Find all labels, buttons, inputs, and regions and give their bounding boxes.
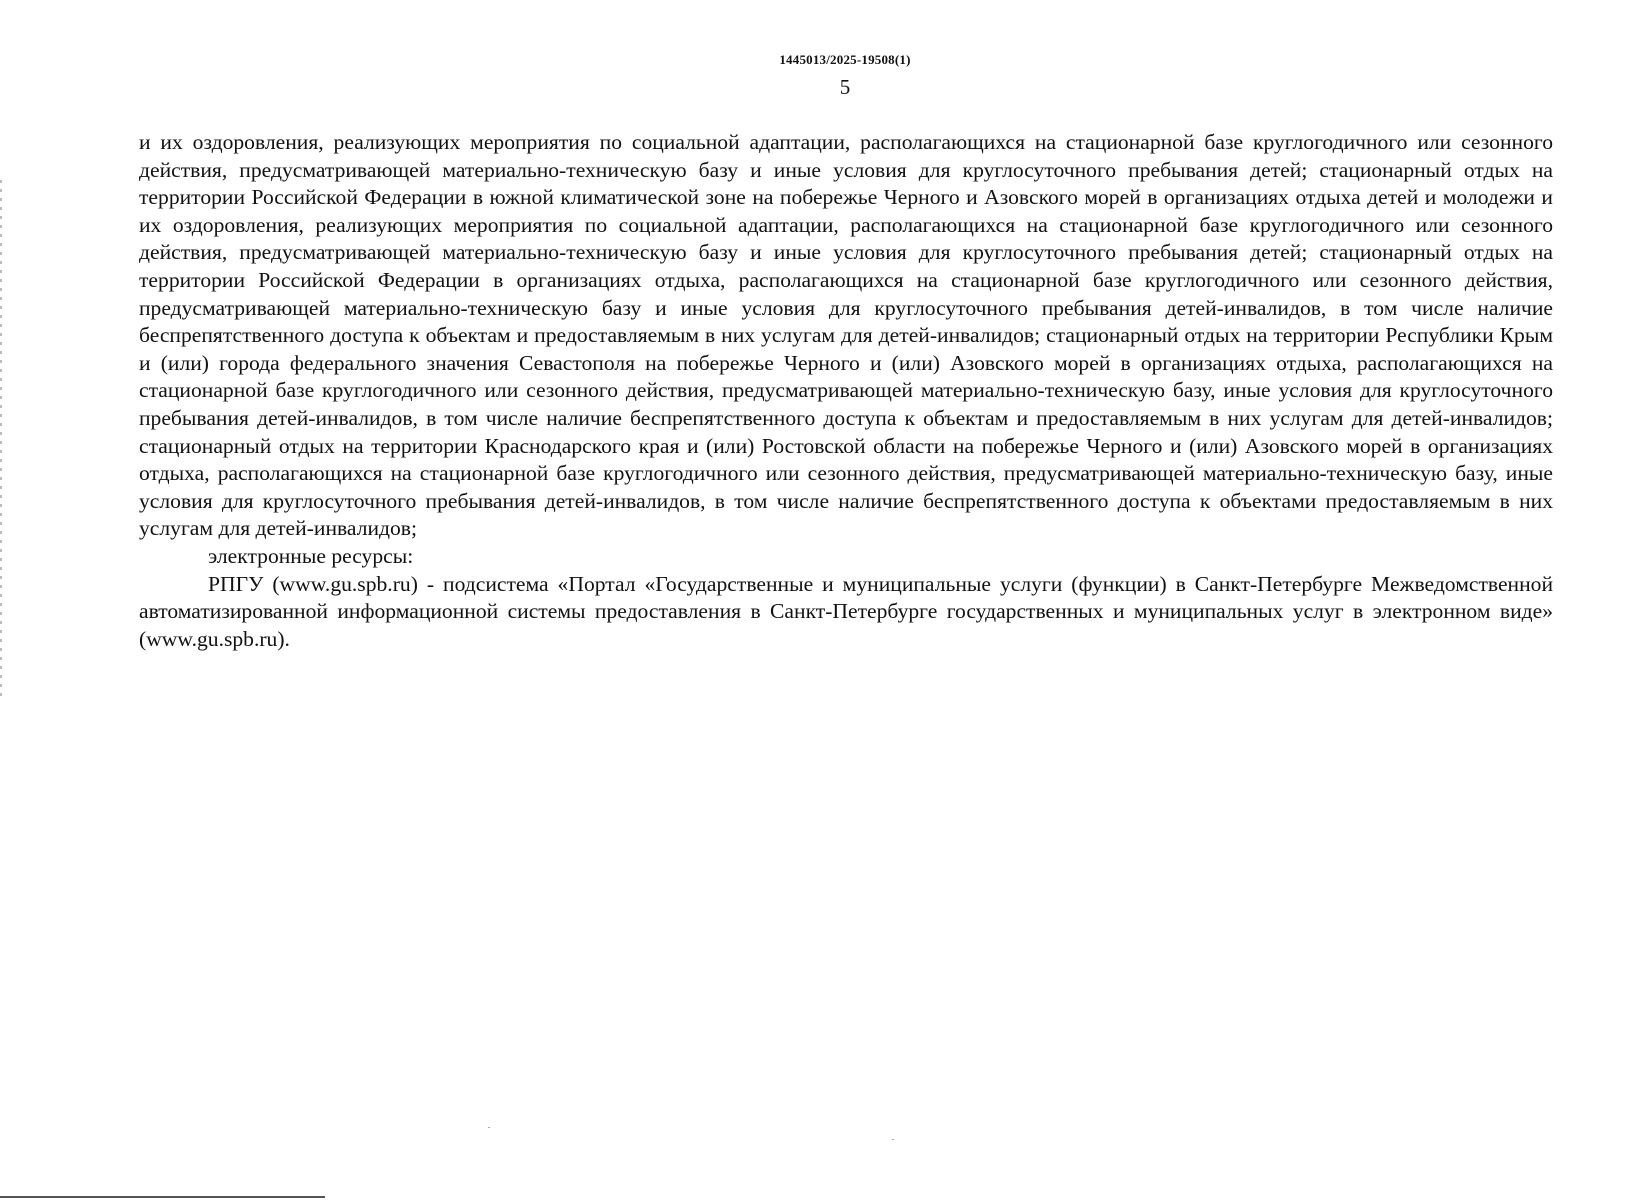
scan-speck bbox=[892, 1139, 894, 1140]
document-number: 1445013/2025-19508(1) bbox=[779, 52, 911, 67]
scan-bottom-line bbox=[0, 1196, 325, 1198]
paragraph-electronic-resources-heading: электронные ресурсы: bbox=[208, 543, 414, 568]
scan-speck bbox=[488, 1127, 490, 1128]
document-body bbox=[139, 129, 1553, 653]
page-number: 5 bbox=[839, 75, 851, 99]
paragraph-services-list: и их оздоровления, реализующих мероприятия по социальной адаптации, располагающихся на стационарной базе круглогодичного или сезонного действия, предусматривающей материально-техническую базу и иные условия для круглосуточного пребывания детей; стационарный отдых на территории Российской Федерации в южной климатической зоне на побережье Черного и Азовского морей в организациях отдыха детей и молодежи и их оздоровления, реализующих мероприятия по социальной адаптации, располагающихся на стационарной базе круглогодичного или сезонного действия, предусматривающей материально-техническую базу и иные условия для круглосуточного пребывания детей; стационарный отдых на территории Российской Федерации в организациях отдыха, располагающихся на стационарной базе круглогодичного или сезонного действия, предусматривающей материально-техническую базу и иные условия для круглосуточного пребывания детей-инвалидов, в том числе наличие беспрепятственного доступа к объектам и предоставляемым в них услугам для детей-инвалидов; стационарный отдых на территории Республики Крым и (или) города федерального значения Севастополя на побережье Черного и (или) Азовского морей в организациях отдыха, располагающихся на стационарной базе круглогодичного или сезонного действия, предусматривающей материально-техническую базу, иные условия для круглосуточного пребывания детей-инвалидов, в том числе наличие беспрепятственного доступа к объектам и предоставляемым в них услугам для детей-инвалидов; стационарный отдых на территории Краснодарского края и (или) Ростовской области на побережье Черного и (или) Азовского морей в организациях отдыха, располагающихся на стационарной базе круглогодичного или сезонного действия, предусматривающей материально-техническую базу, иные условия для круглосуточного пребывания детей-инвалидов, в том числе наличие беспрепятственного доступа к объектами предоставляемым в них услугам для детей-инвалидов; bbox=[139, 130, 1553, 541]
paragraph-rpgu-portal: РПГУ (www.gu.spb.ru) - подсистема «Портал «Государственные и муниципальные услуги (функции) в Санкт-Петербурге Межведомственной автоматизированной информационной системы предоставления в Санкт-Петербурге государственных и муниципальных услуг в электронном виде» (www.gu.spb.ru). bbox=[139, 571, 1553, 651]
scan-left-edge bbox=[0, 180, 2, 700]
